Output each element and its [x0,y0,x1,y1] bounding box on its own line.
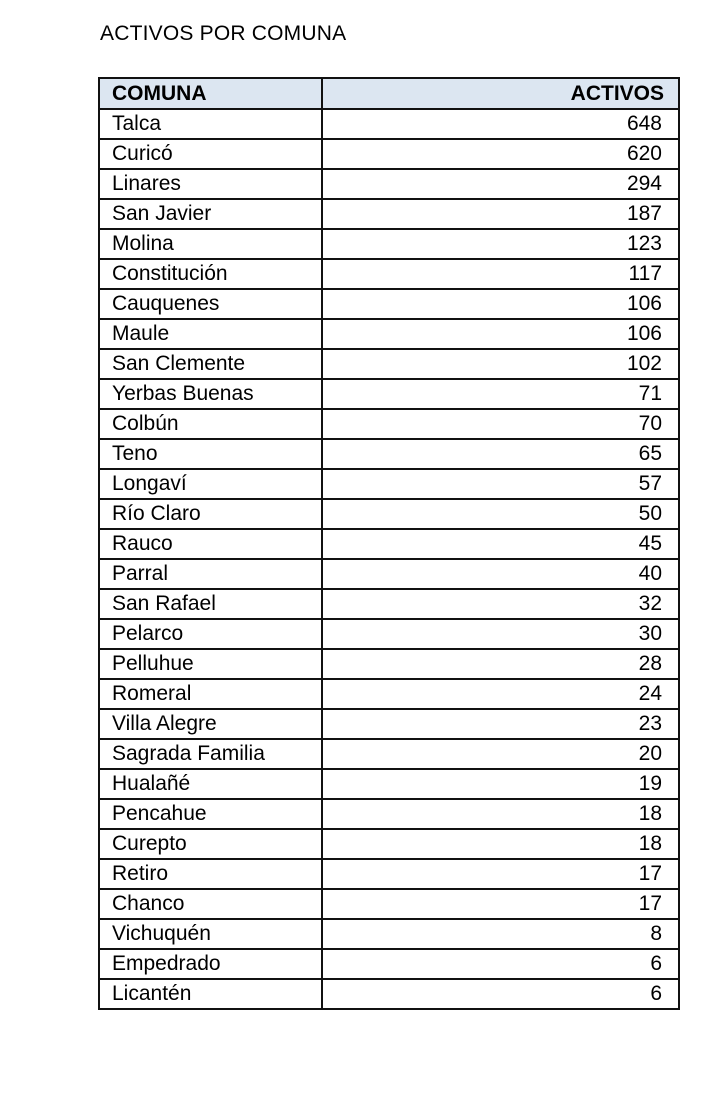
activos-cell: 8 [322,919,679,949]
comuna-cell: Constitución [99,259,322,289]
activos-cell: 648 [322,109,679,139]
table-row [99,889,679,919]
comuna-cell: Romeral [99,679,322,709]
table-row [99,589,679,619]
activos-cell: 30 [322,619,679,649]
activos-cell: 19 [322,769,679,799]
table-row [99,499,679,529]
activos-cell: 117 [322,259,679,289]
comuna-cell: Longaví [99,469,322,499]
comuna-cell: Curepto [99,829,322,859]
activos-cell: 6 [322,979,679,1009]
activos-cell: 70 [322,409,679,439]
table-row [99,109,679,139]
comuna-cell: Parral [99,559,322,589]
table-row [99,529,679,559]
table-row [99,919,679,949]
comuna-cell: Pelluhue [99,649,322,679]
activos-cell: 65 [322,439,679,469]
comuna-cell: Cauquenes [99,289,322,319]
comuna-cell: San Javier [99,199,322,229]
comuna-cell: San Clemente [99,349,322,379]
table-row [99,619,679,649]
table-row [99,199,679,229]
table-row [99,979,679,1009]
activos-cell: 106 [322,319,679,349]
comuna-cell: Río Claro [99,499,322,529]
column-header-comuna: COMUNA [99,78,322,109]
activos-cell: 18 [322,829,679,859]
comuna-cell: Curicó [99,139,322,169]
comuna-cell: Pelarco [99,619,322,649]
activos-cell: 28 [322,649,679,679]
activos-table [98,77,680,1010]
table-row [99,799,679,829]
activos-cell: 17 [322,859,679,889]
activos-cell: 294 [322,169,679,199]
table-row [99,829,679,859]
table-row [99,559,679,589]
table-row [99,379,679,409]
activos-cell: 45 [322,529,679,559]
activos-cell: 40 [322,559,679,589]
activos-cell: 32 [322,589,679,619]
table-body [99,109,679,1009]
comuna-cell: Talca [99,109,322,139]
table-row [99,169,679,199]
activos-cell: 123 [322,229,679,259]
activos-cell: 187 [322,199,679,229]
table-row [99,469,679,499]
table-row [99,349,679,379]
table-row [99,709,679,739]
activos-cell: 17 [322,889,679,919]
comuna-cell: Empedrado [99,949,322,979]
comuna-cell: Hualañé [99,769,322,799]
comuna-cell: Rauco [99,529,322,559]
table-row [99,439,679,469]
page-title: ACTIVOS POR COMUNA [100,22,347,45]
comuna-cell: Sagrada Familia [99,739,322,769]
table-row [99,859,679,889]
comuna-cell: Molina [99,229,322,259]
comuna-cell: Chanco [99,889,322,919]
activos-cell: 20 [322,739,679,769]
table-header-row [99,78,679,109]
table-row [99,769,679,799]
column-header-activos: ACTIVOS [322,78,679,109]
comuna-cell: Retiro [99,859,322,889]
comuna-cell: Vichuquén [99,919,322,949]
activos-cell: 102 [322,349,679,379]
comuna-cell: Maule [99,319,322,349]
table-row [99,319,679,349]
comuna-cell: Licantén [99,979,322,1009]
activos-cell: 71 [322,379,679,409]
comuna-cell: Yerbas Buenas [99,379,322,409]
table-row [99,289,679,319]
activos-cell: 50 [322,499,679,529]
table-row [99,679,679,709]
activos-cell: 23 [322,709,679,739]
activos-cell: 18 [322,799,679,829]
table-row [99,949,679,979]
activos-cell: 57 [322,469,679,499]
activos-cell: 6 [322,949,679,979]
comuna-cell: Linares [99,169,322,199]
table-row [99,259,679,289]
table-row [99,229,679,259]
activos-cell: 24 [322,679,679,709]
table-row [99,649,679,679]
comuna-cell: Villa Alegre [99,709,322,739]
table-row [99,139,679,169]
table-row [99,409,679,439]
table-row [99,739,679,769]
activos-cell: 106 [322,289,679,319]
comuna-cell: San Rafael [99,589,322,619]
comuna-cell: Pencahue [99,799,322,829]
activos-cell: 620 [322,139,679,169]
comuna-cell: Teno [99,439,322,469]
comuna-cell: Colbún [99,409,322,439]
